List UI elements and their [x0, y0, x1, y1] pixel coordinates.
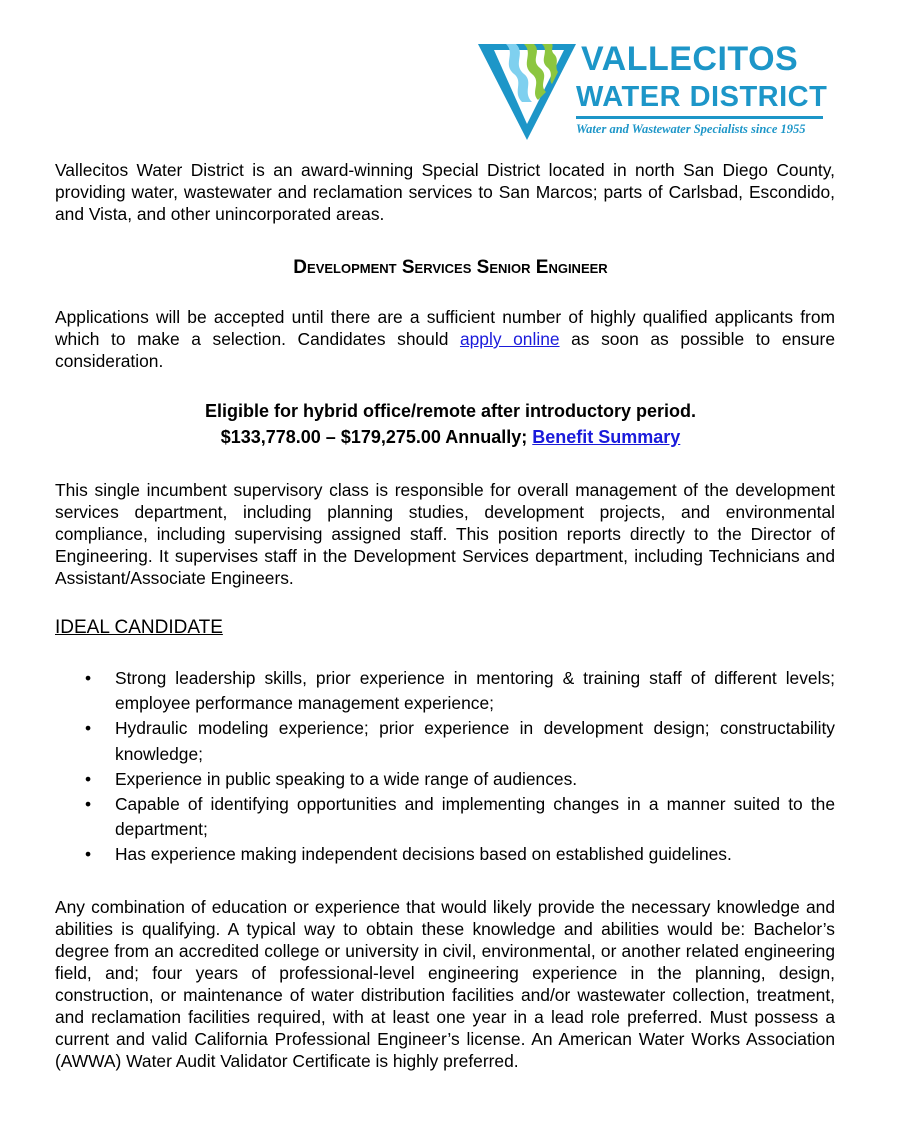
logo-tagline: Water and Wastewater Specialists since 1955 — [576, 122, 806, 136]
list-item — [55, 716, 835, 766]
hybrid-note: Eligible for hybrid office/remote after introductory period. — [204, 401, 697, 421]
list-item-text: Experience in public speaking to a wide range of audiences. — [115, 768, 578, 789]
apply-text-after: as soon as possible to ensure consideration. — [55, 329, 835, 371]
list-item-text: Strong leadership skills, prior experience in mentoring & training staff of different levels; employee performance management experience; — [115, 668, 835, 714]
job-title: Development Services Senior Engineer — [293, 257, 608, 278]
logo-divider — [576, 116, 823, 119]
list-item-text: Hydraulic modeling experience; prior experience in development design; constructability knowledge; — [115, 718, 835, 764]
bullet-icon: • — [85, 668, 92, 688]
benefit-summary-link[interactable]: Benefit Summary — [532, 427, 681, 447]
intro-paragraph: Vallecitos Water District is an award-winning Special District located in north San Diego County, providing water, wastewater and reclamation services to San Marcos; parts of Carlsbad, Escondido, and Vista, and other unincorporated areas. — [55, 160, 835, 224]
logo-name-line2: WATER DISTRICT — [576, 81, 828, 113]
list-item — [55, 792, 835, 842]
vallecitos-logo — [476, 40, 836, 145]
list-item — [55, 666, 835, 716]
bullet-icon: • — [85, 844, 92, 865]
list-item-text: Capable of identifying opportunities and implementing changes in a manner suited to the department; — [115, 794, 835, 840]
description-paragraph: This single incumbent supervisory class is responsible for overall management of the development services department, including planning studies, development projects, and environmental compliance, including supervising assigned staff. This position reports directly to the Director of Engineering. It supervises staff in the Development Services department, including Technicians and Assistant/Associate Engineers. — [55, 480, 835, 588]
apply-paragraph — [55, 306, 835, 372]
ideal-candidate-heading: IDEAL CANDIDATE — [55, 617, 223, 638]
ideal-candidate-list — [55, 666, 835, 868]
apply-online-link[interactable]: apply online — [459, 329, 560, 349]
list-item — [55, 767, 835, 792]
bullet-icon: • — [85, 768, 92, 789]
salary-line — [0, 425, 901, 450]
salary-range: $133,778.00 – $179,275.00 Annually; — [220, 427, 533, 447]
bullet-icon: • — [85, 794, 92, 815]
bullet-icon: • — [85, 718, 92, 739]
list-item-text: Has experience making independent decisions based on established guidelines. — [115, 844, 732, 865]
apply-text-before: Applications will be accepted until there are a sufficient number of highly qualified applicants from which to make a selection. Candidates should — [55, 307, 835, 349]
list-item — [55, 842, 835, 867]
qualifications-paragraph: Any combination of education or experience that would likely provide the necessary knowledge and abilities is qualifying. A typical way to obtain these knowledge and abilities would be: Bachelor’s degree from an accredited college or university in civil, environmental, or another related engineering field, and; four years of professional-level engineering experience in the planning, design, construction, or maintenance of water distribution facilities and/or wastewater collection, treatment, and reclamation facilities required, with at least one year in a lead role preferred. Must possess a current and valid California Professional Engineer’s license. An American Water Works Association (AWWA) Water Audit Validator Certificate is highly preferred. — [55, 897, 835, 1071]
logo-triangle-icon — [476, 40, 581, 145]
logo-name-line1: VALLECITOS — [581, 40, 799, 78]
